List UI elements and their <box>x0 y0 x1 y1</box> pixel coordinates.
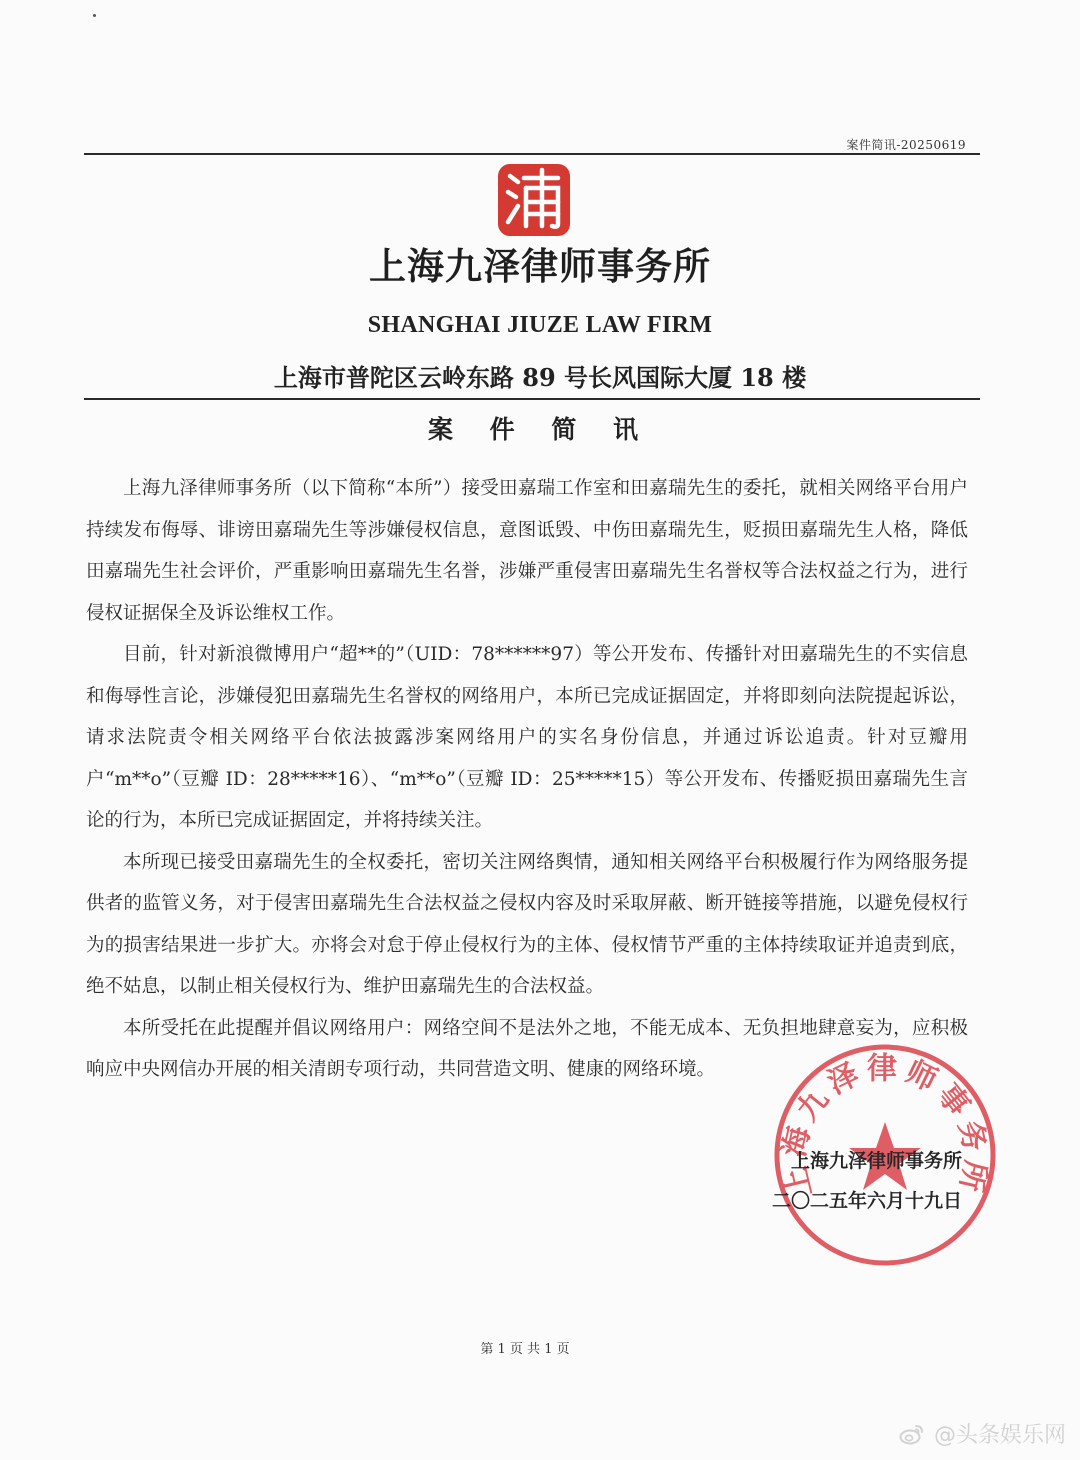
body-paragraph-2: 目前，针对新浪微博用户“超**的”（UID：78******97）等公开发布、传播针对田嘉瑞先生的不实信息和侮辱性言论，涉嫌侵犯田嘉瑞先生名誉权的网络用户，本所已完成证据固定，并将即刻向法院提起诉讼，请求法院责令相关网络平台依法披露涉案网络用户的实名身份信息，并通过诉讼追责。针对豆瓣用户“m**o”（豆瓣 ID：28*****16）、“m**o”（豆瓣 ID：25*****15）等公开发布、传播贬损田嘉瑞先生言论的行为，本所已完成证据固定，并将持续关注。 <box>86 644 968 831</box>
title-rule <box>84 398 980 400</box>
firm-address: 上海市普陀区云岭东路 89 号长风国际大厦 18 楼 <box>273 363 807 392</box>
body-paragraph-1: 上海九泽律师事务所（以下简称“本所”）接受田嘉瑞工作室和田嘉瑞先生的委托，就相关网络平台用户持续发布侮辱、诽谤田嘉瑞先生等涉嫌侵权信息，意图诋毁、中伤田嘉瑞先生，贬损田嘉瑞先生人格，降低田嘉瑞先生社会评价，严重影响田嘉瑞先生名誉，涉嫌严重侵害田嘉瑞先生名誉权等合法权益之行为，进行侵权证据保全及诉讼维权工作。 <box>86 478 968 624</box>
body-paragraph-4: 本所受托在此提醒并倡议网络用户：网络空间不是法外之地，不能无成本、无负担地肆意妄为，应积极响应中央网信办开展的相关清朗专项行动，共同营造文明、健康的网络环境。 <box>86 1017 968 1080</box>
weibo-icon <box>899 1423 925 1445</box>
signature-firm: 上海九泽律师事务所 <box>790 1150 962 1172</box>
document-body <box>86 468 968 1091</box>
document-reference: 案件简讯-20250619 <box>846 138 966 152</box>
document-title: 案 件 简 讯 <box>427 415 653 444</box>
page-number: 第 1 页 共 1 页 <box>480 1342 570 1357</box>
signature-date: 二〇二五年六月十九日 <box>771 1190 962 1212</box>
seal-text: 上海九泽律师事务所 <box>776 1051 994 1201</box>
scan-speck <box>93 14 96 17</box>
firm-name-en: SHANGHAI JIUZE LAW FIRM <box>367 312 713 338</box>
header-rule <box>84 153 980 155</box>
watermark-text: @头条娱乐网 <box>933 1423 1066 1448</box>
firm-name-cn: 上海九泽律师事务所 <box>369 244 711 288</box>
watermark <box>899 1418 1066 1449</box>
firm-emblem-icon <box>496 162 572 238</box>
body-paragraph-3: 本所现已接受田嘉瑞先生的全权委托，密切关注网络舆情，通知相关网络平台积极履行作为网络服务提供者的监管义务，对于侵害田嘉瑞先生合法权益之侵权内容及时采取屏蔽、断开链接等措施，以避免侵权行为的损害结果进一步扩大。亦将会对怠于停止侵权行为的主体、侵权情节严重的主体持续取证并追责到底，绝不姑息，以制止相关侵权行为、维护田嘉瑞先生的合法权益。 <box>86 851 968 997</box>
